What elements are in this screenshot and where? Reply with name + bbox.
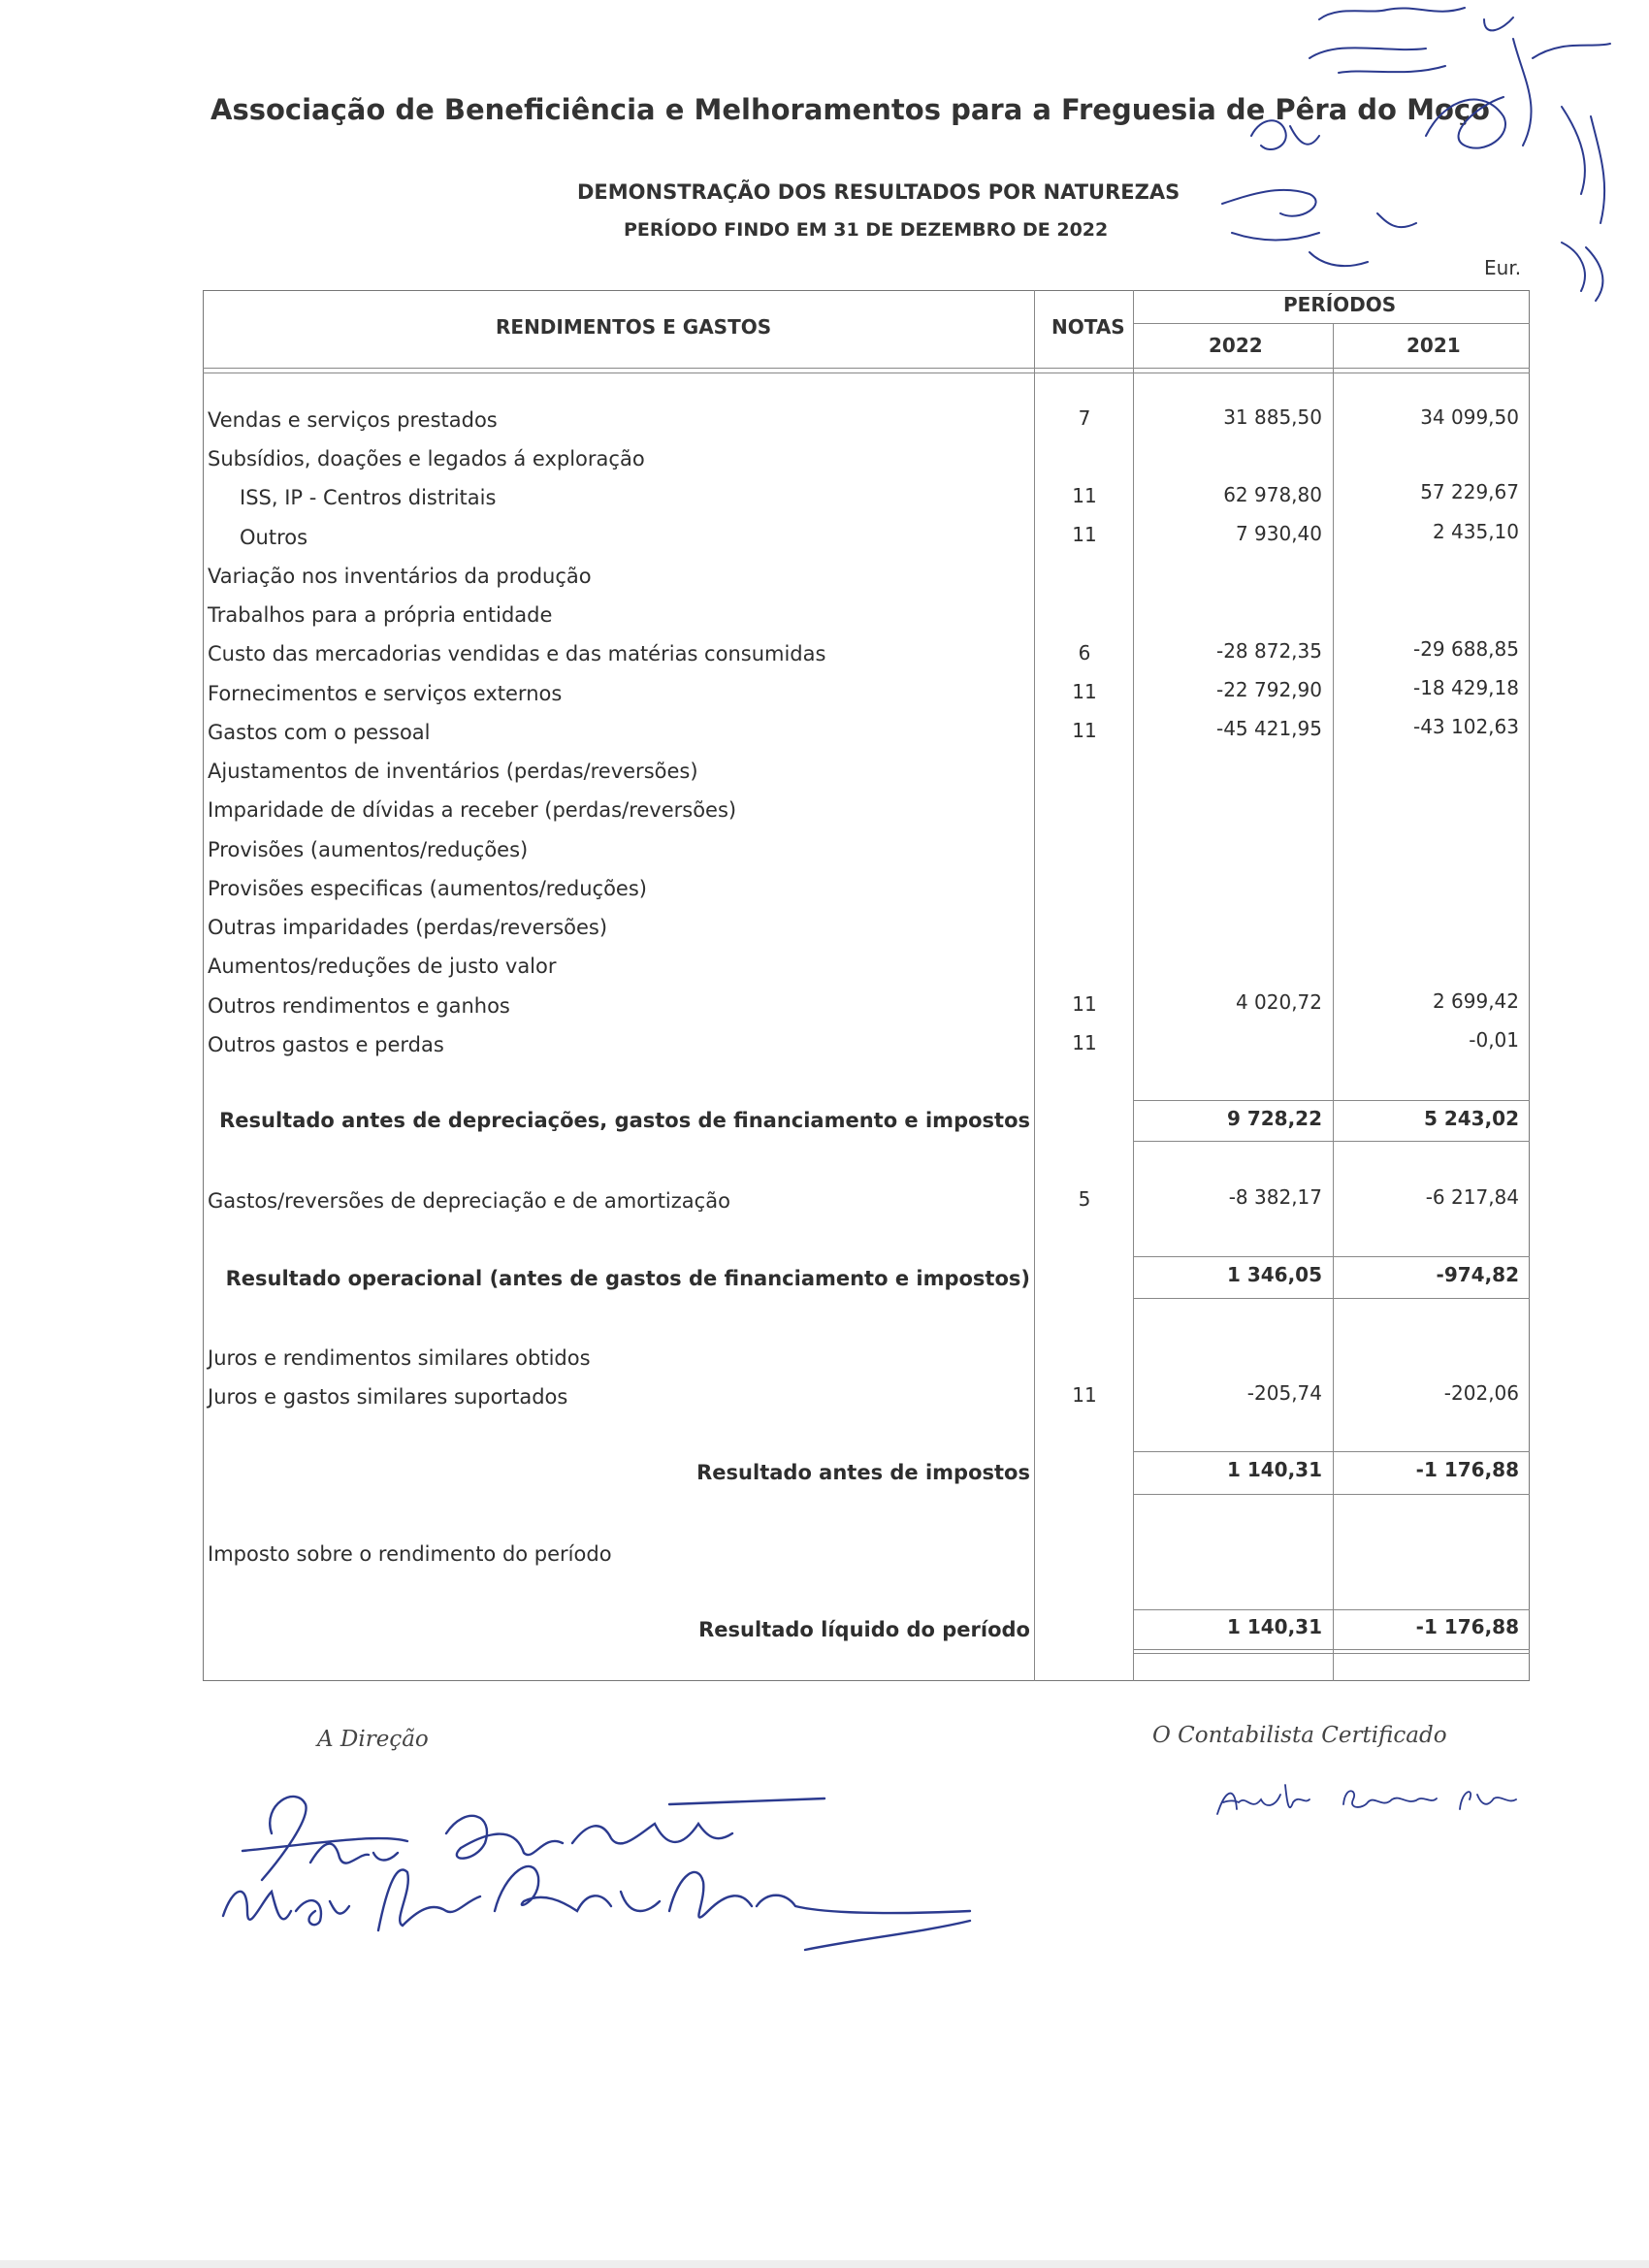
operating-top-rule xyxy=(1133,1256,1530,1257)
pretax-bottom-rule xyxy=(1133,1494,1530,1495)
ebitda-value-2022: 9 728,22 xyxy=(1226,1107,1322,1130)
row-value-2021: -43 102,63 xyxy=(1412,715,1519,738)
row-value-2021: 2 699,42 xyxy=(1432,989,1519,1013)
pretax-top-rule xyxy=(1133,1451,1530,1452)
row-label: Trabalhos para a própria entidade xyxy=(208,603,553,627)
row-value-2021: 34 099,50 xyxy=(1420,405,1519,429)
row-value-2022: -22 792,90 xyxy=(1215,678,1322,701)
scan-edge xyxy=(0,2260,1649,2268)
depreciation-value-2022: -8 382,17 xyxy=(1228,1185,1322,1209)
organization-title: Associação de Beneficiência e Melhoramentos para a Freguesia de Pêra do Moço xyxy=(210,93,1490,126)
row-value-2021: -0,01 xyxy=(1469,1028,1519,1052)
row-value-2021: 2 435,10 xyxy=(1432,520,1519,543)
income-tax-label: Imposto sobre o rendimento do período xyxy=(208,1542,612,1566)
depreciation-label: Gastos/reversões de depreciação e de amortização xyxy=(208,1189,730,1213)
accountant-caption: O Contabilista Certificado xyxy=(1152,1723,1447,1748)
header-periods: PERÍODOS xyxy=(1283,293,1397,316)
row-value-2022: 62 978,80 xyxy=(1223,483,1322,506)
row-label: Gastos com o pessoal xyxy=(208,721,431,744)
operating-bottom-rule xyxy=(1133,1298,1530,1299)
interest-expense-value-2022: -205,74 xyxy=(1246,1381,1322,1405)
row-note: 11 xyxy=(1072,523,1097,546)
header-year-2021: 2021 xyxy=(1406,334,1461,357)
net-top-rule xyxy=(1133,1609,1530,1610)
accountant-signature xyxy=(1208,1766,1537,1833)
interest-income-label: Juros e rendimentos similares obtidos xyxy=(208,1346,591,1370)
row-label: Provisões especificas (aumentos/reduções) xyxy=(208,877,647,900)
interest-expense-label: Juros e gastos similares suportados xyxy=(208,1385,568,1409)
row-label: Outros xyxy=(240,526,308,549)
row-label: ISS, IP - Centros distritais xyxy=(240,486,497,509)
header-notes-column: NOTAS xyxy=(1051,315,1125,339)
year-column-divider-mid xyxy=(1333,323,1334,1681)
board-caption: A Direção xyxy=(317,1727,429,1752)
row-label: Variação nos inventários da produção xyxy=(208,565,592,588)
depreciation-value-2021: -6 217,84 xyxy=(1425,1185,1519,1209)
row-value-2022: 31 885,50 xyxy=(1223,405,1322,429)
row-label: Imparidade de dívidas a receber (perdas/reversões) xyxy=(208,798,737,822)
currency-label: Eur. xyxy=(1484,256,1522,279)
row-label: Vendas e serviços prestados xyxy=(208,408,498,432)
pretax-result-label: Resultado antes de impostos xyxy=(696,1461,1030,1484)
pretax-result-value-2022: 1 140,31 xyxy=(1226,1458,1322,1481)
row-note: 11 xyxy=(1072,719,1097,742)
year-column-divider-left xyxy=(1133,290,1134,1681)
row-label: Ajustamentos de inventários (perdas/reversões) xyxy=(208,760,698,783)
statement-period: PERÍODO FINDO EM 31 DE DEZEMBRO DE 2022 xyxy=(624,219,1109,241)
row-value-2022: -45 421,95 xyxy=(1215,717,1322,740)
ebitda-label: Resultado antes de depreciações, gastos de financiamento e impostos xyxy=(219,1109,1030,1132)
net-result-label: Resultado líquido do período xyxy=(698,1618,1030,1641)
net-bottom-rule xyxy=(1133,1649,1530,1650)
ebitda-value-2021: 5 243,02 xyxy=(1423,1107,1519,1130)
row-note: 6 xyxy=(1078,641,1091,664)
depreciation-note: 5 xyxy=(1078,1187,1091,1211)
row-value-2021: -18 429,18 xyxy=(1412,676,1519,699)
operating-result-label: Resultado operacional (antes de gastos de financiamento e impostos) xyxy=(225,1267,1030,1290)
row-value-2022: 4 020,72 xyxy=(1235,990,1322,1014)
net-result-value-2022: 1 140,31 xyxy=(1226,1615,1322,1638)
row-label: Fornecimentos e serviços externos xyxy=(208,682,563,705)
header-bottom-rule xyxy=(203,368,1530,369)
row-note: 11 xyxy=(1072,484,1097,507)
row-note: 11 xyxy=(1072,680,1097,703)
header-periods-rule xyxy=(1133,323,1530,324)
ebitda-top-rule xyxy=(1133,1100,1530,1101)
net-result-value-2021: -1 176,88 xyxy=(1415,1615,1519,1638)
operating-result-value-2022: 1 346,05 xyxy=(1226,1263,1322,1286)
row-value-2022: 7 930,40 xyxy=(1235,522,1322,545)
row-label: Custo das mercadorias vendidas e das matérias consumidas xyxy=(208,642,826,665)
net-bottom-rule-2 xyxy=(1133,1653,1530,1654)
row-label: Outras imparidades (perdas/reversões) xyxy=(208,916,608,939)
row-note: 11 xyxy=(1072,992,1097,1016)
header-label-column: RENDIMENTOS E GASTOS xyxy=(496,315,772,339)
pretax-result-value-2021: -1 176,88 xyxy=(1415,1458,1519,1481)
row-note: 11 xyxy=(1072,1031,1097,1054)
initials-scribbles xyxy=(1193,0,1649,310)
operating-result-value-2021: -974,82 xyxy=(1436,1263,1519,1286)
interest-expense-note: 11 xyxy=(1072,1383,1097,1407)
row-label: Aumentos/reduções de justo valor xyxy=(208,955,557,978)
row-value-2021: 57 229,67 xyxy=(1420,480,1519,503)
ebitda-bottom-rule xyxy=(1133,1141,1530,1142)
row-value-2022: -28 872,35 xyxy=(1215,639,1322,663)
row-label: Provisões (aumentos/reduções) xyxy=(208,838,529,861)
notes-column-divider xyxy=(1034,290,1035,1681)
row-value-2021: -29 688,85 xyxy=(1412,637,1519,661)
header-year-2022: 2022 xyxy=(1209,334,1263,357)
interest-expense-value-2021: -202,06 xyxy=(1443,1381,1519,1405)
board-signature xyxy=(204,1766,999,1960)
row-label: Subsídios, doações e legados á exploração xyxy=(208,447,645,470)
row-label: Outros gastos e perdas xyxy=(208,1033,444,1056)
row-note: 7 xyxy=(1078,406,1091,430)
row-label: Outros rendimentos e ganhos xyxy=(208,994,510,1018)
statement-title: DEMONSTRAÇÃO DOS RESULTADOS POR NATUREZAS xyxy=(577,180,1180,204)
